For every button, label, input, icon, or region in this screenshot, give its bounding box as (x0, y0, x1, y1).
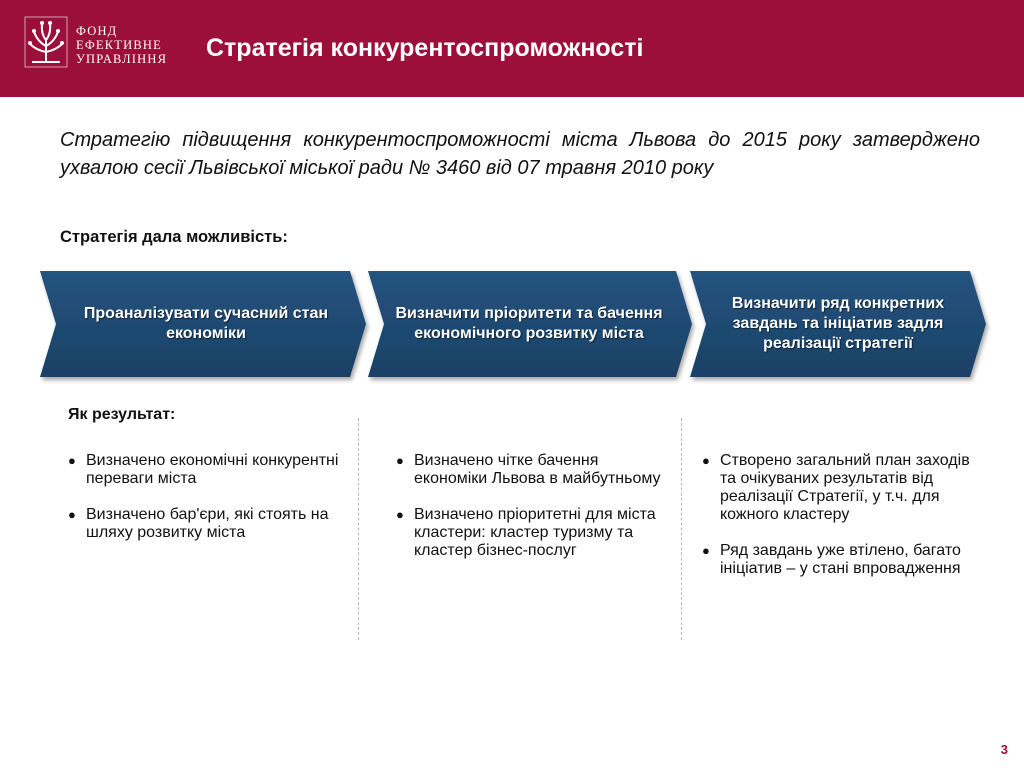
logo (24, 16, 174, 72)
list-item-text: Визначено пріоритетні для міста кластери: кластер туризму та кластер бізнес-послуг (414, 506, 656, 559)
list-item (702, 452, 970, 524)
list-item (702, 542, 970, 578)
chevron-process (0, 266, 1024, 386)
list-item (68, 506, 340, 542)
tree-logo-icon (24, 16, 68, 68)
chevron-1-label: Проаналізувати сучасний стан економіки (83, 305, 329, 342)
bullet-icon: ● (702, 543, 710, 558)
column-divider (358, 418, 359, 640)
header-bar (0, 0, 1024, 97)
list-item-text: Визначено бар'єри, які стоять на шляху розвитку міста (86, 506, 329, 541)
bullet-icon: ● (396, 453, 404, 468)
logo-line: ФОНД (76, 24, 118, 38)
result-column-2 (396, 452, 668, 578)
list-item (68, 452, 340, 488)
logo-line: ЕФЕКТИВНЕ (76, 38, 162, 52)
result-column-1 (68, 452, 340, 560)
list-item-text: Визначено чітке бачення економіки Львова в майбутньому (414, 452, 661, 487)
bullet-icon: ● (68, 453, 76, 468)
bullet-icon: ● (702, 453, 710, 468)
page-number: 3 (1000, 742, 1008, 757)
bullet-icon: ● (68, 507, 76, 522)
list-item (396, 452, 668, 488)
list-item (396, 506, 668, 560)
column-divider (681, 418, 682, 640)
chevron-3-label: Визначити ряд конкретних завдань та ініціатив задля реалізації стратегії (731, 295, 945, 352)
list-item-text: Ряд завдань уже втілено, багато ініціатив – у стані впровадження (720, 542, 961, 577)
logo-wordmark (76, 24, 167, 66)
chevron-2-label: Визначити пріоритети та бачення економічного розвитку міста (395, 305, 663, 342)
result-heading: Як результат: (68, 406, 176, 423)
subheading: Стратегія дала можливість: (60, 228, 288, 246)
intro-paragraph: Стратегію підвищення конкурентоспроможності міста Львова до 2015 року затверджено ухвалою сесії Львівської міської ради № 3460 від 07 травня 2010 року (60, 129, 980, 179)
logo-line: УПРАВЛІННЯ (76, 52, 168, 66)
list-item-text: Створено загальний план заходів та очікуваних результатів від реалізації Стратегії, у т.ч. для кожного кластеру (720, 452, 970, 523)
result-column-3 (702, 452, 970, 596)
list-item-text: Визначено економічні конкурентні переваги міста (86, 452, 339, 487)
bullet-icon: ● (396, 507, 404, 522)
page-title: Стратегія конкурентоспроможності (206, 34, 644, 62)
